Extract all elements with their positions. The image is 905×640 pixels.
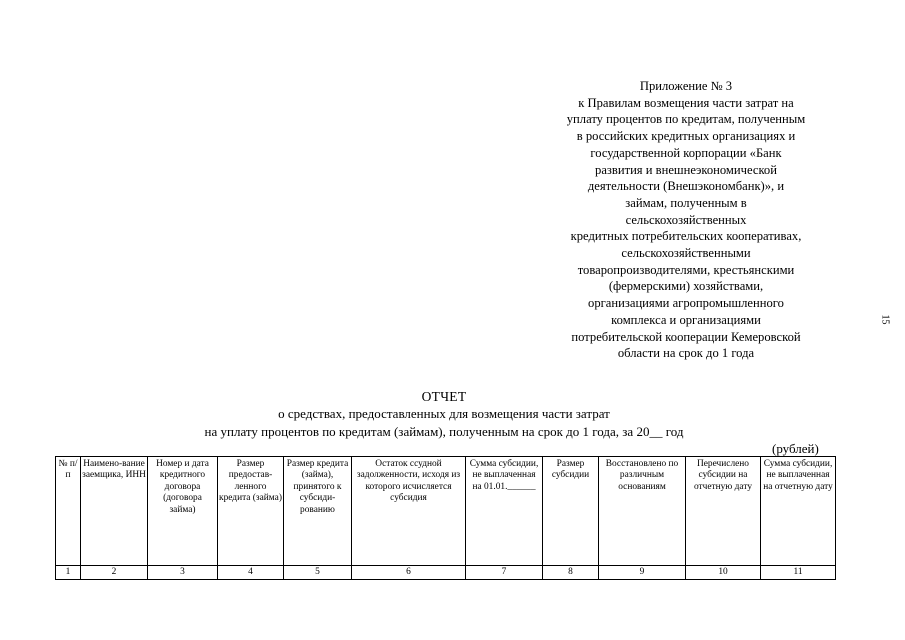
header-cell: Размер кредита (займа), принятого к субсиди-рованию bbox=[284, 457, 352, 566]
report-subtitle-line1: о средствах, предоставленных для возмещения части затрат bbox=[278, 406, 610, 421]
appendix-line: кредитных потребительских кооперативах, bbox=[570, 229, 802, 244]
appendix-line: к Правилам возмещения части затрат на bbox=[578, 95, 794, 110]
header-cell: Сумма субсидии, не выплаченная на отчетную дату bbox=[761, 457, 836, 566]
header-cell: Восстановлено по различным основаниям bbox=[599, 457, 686, 566]
header-cell: Номер и дата кредитного договора (договора займа) bbox=[148, 457, 218, 566]
appendix-line: (фермерскими) хозяйствами, bbox=[608, 279, 764, 294]
appendix-line: потребительской кооперации Кемеровской bbox=[571, 329, 801, 344]
appendix-line: в российских кредитных организациях и bbox=[576, 129, 796, 144]
header-cell: Остаток ссудной задолженности, исходя из которого исчисляется субсидия bbox=[352, 457, 466, 566]
appendix-line: комплекса и организациями bbox=[611, 312, 761, 327]
header-cell: Размер субсидии bbox=[543, 457, 599, 566]
page-number: 15 bbox=[879, 314, 891, 325]
report-title: ОТЧЕТ bbox=[421, 389, 467, 404]
appendix-line: сельскохозяйственными bbox=[621, 246, 751, 261]
appendix-line: государственной корпорации «Банк bbox=[590, 145, 782, 160]
appendix-line: развития и внешнеэкономической bbox=[595, 162, 777, 177]
column-number: 5 bbox=[284, 566, 352, 580]
column-number: 10 bbox=[686, 566, 761, 580]
column-number: 3 bbox=[148, 566, 218, 580]
column-number: 9 bbox=[599, 566, 686, 580]
report-table bbox=[55, 456, 836, 580]
report-subtitle-line2: на уплату процентов по кредитам (займам), полученным на срок до 1 года, за 20__ год bbox=[204, 424, 684, 439]
header-cell: Наимено-вание заемщика, ИНН bbox=[81, 457, 148, 566]
column-number: 8 bbox=[543, 566, 599, 580]
column-number: 11 bbox=[761, 566, 836, 580]
appendix-line: Приложение № 3 bbox=[639, 79, 733, 93]
header-cell: Перечислено субсидии на отчетную дату bbox=[686, 457, 761, 566]
column-number: 4 bbox=[218, 566, 284, 580]
units-label: (рублей) bbox=[772, 441, 819, 456]
column-number: 2 bbox=[81, 566, 148, 580]
appendix-line: области на срок до 1 года bbox=[617, 346, 755, 361]
header-cell: Размер предостав-ленного кредита (займа) bbox=[218, 457, 284, 566]
appendix-header bbox=[537, 78, 835, 362]
column-number: 1 bbox=[56, 566, 81, 580]
appendix-line: сельскохозяйственных bbox=[625, 212, 747, 227]
header-cell: № п/п bbox=[56, 457, 81, 566]
header-cell: Сумма субсидии, не выплаченная на 01.01.______ bbox=[466, 457, 543, 566]
appendix-line: организациями агропромышленного bbox=[588, 296, 784, 311]
appendix-line: товаропроизводителями, крестьянскими bbox=[577, 262, 795, 277]
appendix-line: займам, полученным в bbox=[625, 195, 747, 210]
appendix-line: деятельности (Внешэкономбанк)», и bbox=[587, 179, 785, 194]
column-number: 7 bbox=[466, 566, 543, 580]
column-number: 6 bbox=[352, 566, 466, 580]
appendix-line: уплату процентов по кредитам, полученным bbox=[566, 112, 806, 127]
table-header-row bbox=[56, 457, 836, 566]
table-number-row bbox=[56, 566, 836, 580]
